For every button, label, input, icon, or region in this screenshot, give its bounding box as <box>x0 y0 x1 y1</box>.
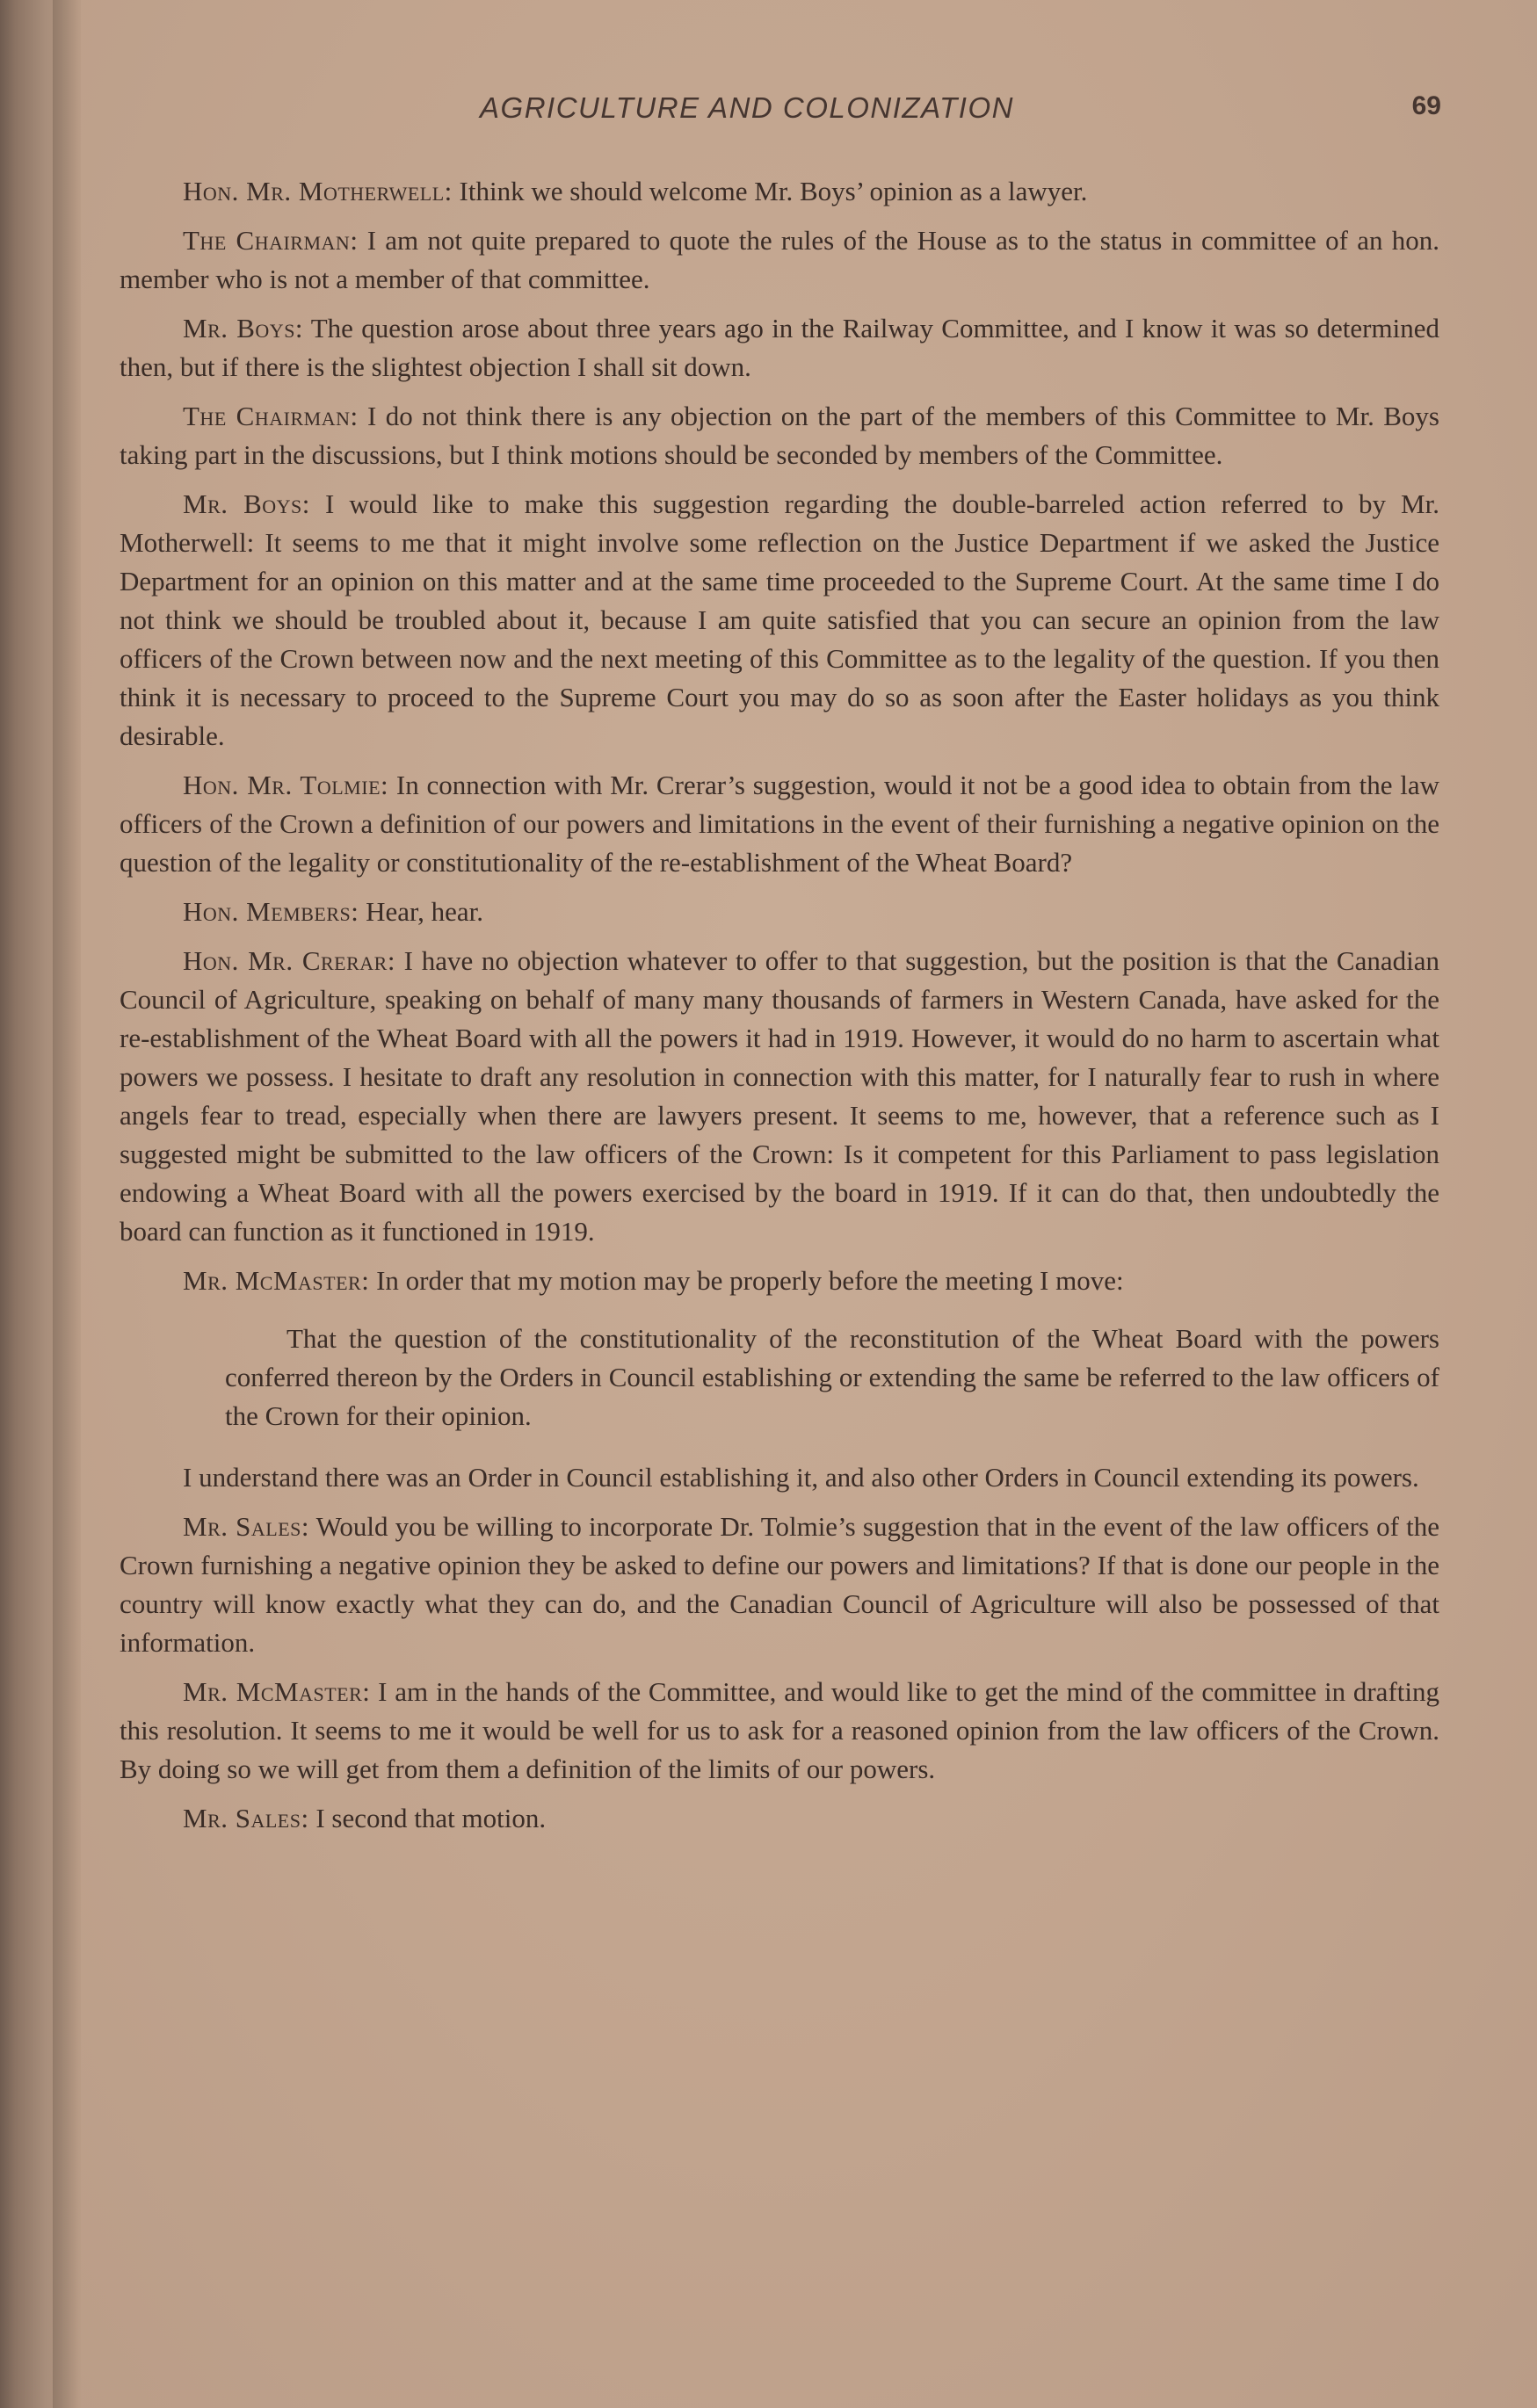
paragraph <box>120 309 1439 387</box>
paragraph <box>120 893 1439 931</box>
speaker-name: Mr. Sales: <box>183 1803 309 1833</box>
speaker-name: Hon. Members: <box>183 896 359 927</box>
motion-quote: That the question of the constitutionality of the reconstitution of the Wheat Board with the powers conferred thereon by the Orders in Council establishing or extending the same be referred to the law officers of the Crown for their opinion. <box>225 1323 1439 1431</box>
page-number: 69 <box>1411 91 1441 120</box>
page-body <box>120 172 1439 1848</box>
speech-text: The question arose about three years ago in the Railway Committee, and I know it was so determined then, but if there is the slightest objection I shall sit down. <box>120 313 1439 382</box>
speech-text: I do not think there is any objection on the part of the members of this Committee to Mr. Boys taking part in the discussions, but I think motions should be seconded by members of the Committee. <box>120 401 1439 470</box>
paragraph <box>120 1458 1439 1497</box>
speaker-name: Mr. Sales: <box>183 1511 310 1542</box>
paragraph <box>120 1508 1439 1662</box>
speaker-name: Mr. Boys: <box>183 488 310 519</box>
speaker-name: Mr. McMaster: <box>183 1265 370 1296</box>
speaker-name: Hon. Mr. Tolmie: <box>183 770 389 800</box>
speech-text: Ithink we should welcome Mr. Boys’ opinion as a lawyer. <box>452 176 1088 206</box>
speaker-name: The Chairman: <box>183 401 359 431</box>
speech-text: I have no objection whatever to offer to that suggestion, but the position is that the Canadian Council of Agriculture, speaking on behalf of many many thousands of farmers in Western Canada, have asked for the re-establishment of the Wheat Board with all the powers it had in 1919. However, it would do no harm to ascertain what powers we possess. I hesitate to draft any resolution in connection with this matter, for I naturally fear to rush in where angels fear to tread, especially when there are lawyers present. It seems to me, however, that a reference such as I suggested might be submitted to the law officers of the Crown: Is it competent for this Parliament to pass legislation endowing a Wheat Board with all the powers exercised by the board in 1919. If it can do that, then undoubtedly the board can function as it functioned in 1919. <box>120 945 1439 1247</box>
gutter-shadow <box>53 0 79 2408</box>
speaker-name: The Chairman: <box>183 225 359 256</box>
paragraph <box>120 485 1439 756</box>
speech-text: Hear, hear. <box>359 896 483 927</box>
speaker-name: Hon. Mr. Crerar: <box>183 945 395 976</box>
paragraph <box>120 172 1439 211</box>
paragraph <box>120 397 1439 474</box>
speech-text: I am in the hands of the Committee, and would like to get the mind of the committee in drafting this resolution. It seems to me it would be well for us to ask for a reasoned opinion from the law officers of the Crown. By doing so we will get from them a definition of the limits of our powers. <box>120 1676 1439 1784</box>
speech-text: Would you be willing to incorporate Dr. Tolmie’s suggestion that in the event of the law officers of the Crown furnishing a negative opinion they be asked to define our powers and limitations? If that is done our people in the country will know exactly what they can do, and the Canadian Council of Agriculture will also be possessed of that information. <box>120 1511 1439 1658</box>
speech-text: I second that motion. <box>308 1803 547 1833</box>
paragraph <box>120 221 1439 299</box>
speech-text: In order that my motion may be properly before the meeting I move: <box>369 1265 1124 1296</box>
page-header <box>123 91 1441 135</box>
paragraph <box>120 1262 1439 1300</box>
speech-text: I understand there was an Order in Council establishing it, and also other Orders in Council extending its powers. <box>183 1462 1419 1493</box>
speaker-name: Hon. Mr. Motherwell: <box>183 176 453 206</box>
paragraph <box>120 942 1439 1251</box>
paragraph <box>120 766 1439 882</box>
speech-text: In connection with Mr. Crerar’s suggestion, would it not be a good idea to obtain from the law officers of the Crown a definition of our powers and limitations in the event of their furnishing a negative opinion on the question of the legality or constitutionality of the re-establishment of the Wheat Board? <box>120 770 1439 878</box>
speaker-name: Mr. McMaster: <box>183 1676 371 1707</box>
running-title: AGRICULTURE AND COLONIZATION <box>480 91 1014 124</box>
speech-text: I would like to make this suggestion regarding the double-barreled action referred to by Mr. Motherwell: It seems to me that it might involve some reflection on the Justice Department if we asked the Justice Department for an opinion on this matter and at the same time proceeded to the Supreme Court. At the same time I do not think we should be troubled about it, because I am quite satisfied that you can secure an opinion from the law officers of the Crown between now and the next meeting of this Committee as to the legality of the question. If you then think it is necessary to proceed to the Supreme Court you may do so as soon after the Easter holidays as you think desirable. <box>120 488 1439 751</box>
paragraph <box>120 1673 1439 1789</box>
speaker-name: Mr. Boys: <box>183 313 304 343</box>
speech-text: I am not quite prepared to quote the rules of the House as to the status in committee of an hon. member who is not a member of that committee. <box>120 225 1439 294</box>
paragraph <box>120 1799 1439 1838</box>
